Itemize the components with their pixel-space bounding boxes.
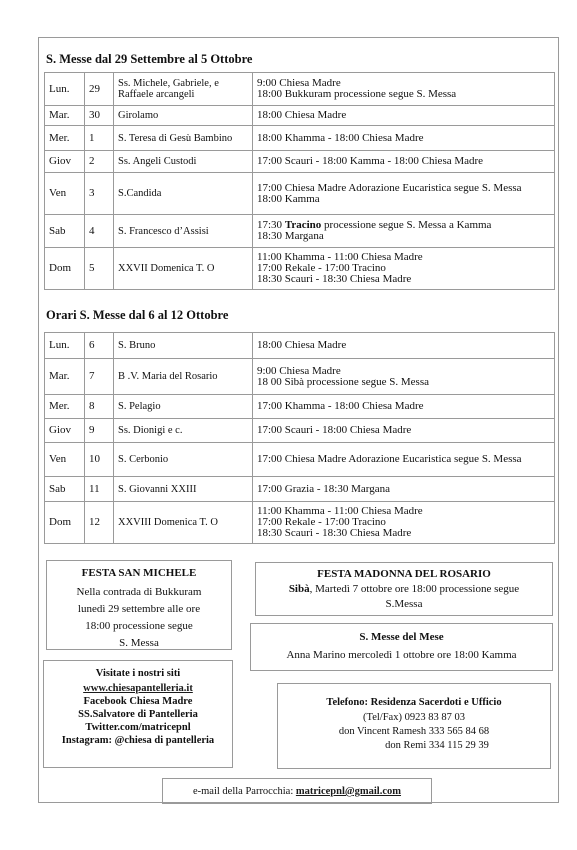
schedule-row: [45, 106, 555, 126]
telefono-line: don Vincent Ramesh 333 565 84 68: [338, 726, 490, 737]
saint-cell: S. Cerbonio: [114, 443, 253, 477]
telefono-box: [277, 683, 551, 769]
schedule-row: [45, 173, 555, 215]
saint-cell: XXVIII Domenica T. O: [114, 502, 253, 544]
saint-cell: B .V. Maria del Rosario: [114, 359, 253, 395]
day-cell: Mer.: [45, 395, 85, 419]
siti-title: Visitate i nostri siti: [95, 668, 181, 679]
telefono-title: Telefono: Residenza Sacerdoti e Ufficio: [326, 697, 502, 708]
time-line: 18:00 Kamma: [257, 192, 320, 205]
day-cell: Ven: [45, 443, 85, 477]
time-place-bold: Tracino: [284, 219, 322, 231]
date-cell: 12: [85, 502, 114, 544]
festa-line: S. Messa: [119, 637, 159, 649]
times-cell: [253, 502, 555, 544]
messe-mese-text: Anna Marino mercoledì 1 ottobre ore 18:00 Kamma: [286, 649, 517, 661]
schedule-row: [45, 151, 555, 173]
times-cell: [253, 477, 555, 502]
time-line: 17:00 Rekale - 17:00 Tracino: [257, 516, 386, 528]
saint-cell: Ss. Angeli Custodi: [114, 151, 253, 173]
saint-cell: S. Teresa di Gesù Bambino: [114, 126, 253, 151]
times-cell: [253, 106, 555, 126]
messe-mese-box: [250, 623, 553, 671]
date-cell: 3: [85, 173, 114, 215]
festa-line: 18:00 processione segue: [85, 620, 193, 632]
email-link[interactable]: matricepnl@gmail.com: [295, 786, 402, 797]
time-line: 18:30 Margana: [257, 230, 324, 242]
time-line: 18 00 Sibà processione segue S. Messa: [257, 375, 430, 388]
date-cell: 8: [85, 395, 114, 419]
festa-san-michele-title: FESTA SAN MICHELE: [81, 567, 197, 579]
date-cell: 1: [85, 126, 114, 151]
saint-cell: Ss. Dionigi e c.: [114, 419, 253, 443]
date-cell: 29: [85, 73, 114, 106]
siti-box: [43, 660, 233, 768]
day-cell: Giov: [45, 151, 85, 173]
time-line: 18:00 Chiesa Madre: [257, 339, 347, 351]
schedule-row: [45, 395, 555, 419]
saint-cell: S. Giovanni XXIII: [114, 477, 253, 502]
day-cell: Mar.: [45, 106, 85, 126]
time-text: processione segue S. Messa a Kamma: [321, 219, 492, 231]
telefono-line: don Remi 334 115 29 39: [385, 740, 489, 751]
times-cell: [253, 248, 555, 290]
day-cell: Mar.: [45, 359, 85, 395]
time-line: 17:00 Chiesa Madre Adorazione Eucaristica segue S. Messa: [257, 181, 522, 194]
schedule-row: [45, 419, 555, 443]
times-cell: [253, 333, 555, 359]
festa-rosario-box: [255, 562, 553, 616]
day-cell: Sab: [45, 477, 85, 502]
date-cell: 11: [85, 477, 114, 502]
time-line: 17:00 Scauri - 18:00 Chiesa Madre: [257, 424, 412, 436]
messe-mese-title: S. Messe del Mese: [359, 631, 444, 643]
date-cell: 10: [85, 443, 114, 477]
day-cell: Lun.: [45, 73, 85, 106]
time-text: 17:30: [257, 219, 285, 231]
siti-line: Facebook Chiesa Madre: [83, 696, 193, 707]
festa-rosario-text: , Martedì 7 ottobre ore 18:00 processione segue: [309, 583, 520, 595]
times-cell: [253, 359, 555, 395]
schedule-row: [45, 248, 555, 290]
day-cell: Ven: [45, 173, 85, 215]
schedule-table-1: [44, 72, 555, 290]
siti-line: SS.Salvatore di Pantelleria: [78, 709, 198, 720]
day-cell: Lun.: [45, 333, 85, 359]
times-cell: [253, 395, 555, 419]
schedule-row: [45, 215, 555, 248]
saint-cell: Girolamo: [114, 106, 253, 126]
date-cell: 4: [85, 215, 114, 248]
time-line: 18:00 Khamma - 18:00 Chiesa Madre: [257, 131, 424, 144]
schedule-table-2: [44, 332, 555, 544]
saint-cell: Ss. Michele, Gabriele, e Raffaele arcangeli: [114, 73, 253, 106]
times-cell: [253, 73, 555, 106]
saint-cell: S.Candida: [114, 173, 253, 215]
festa-line: Nella contrada di Bukkuram: [76, 586, 202, 598]
date-cell: 7: [85, 359, 114, 395]
time-line: 17:00 Grazia - 18:30 Margana: [257, 482, 390, 495]
time-line: 9:00 Chiesa Madre: [257, 364, 341, 377]
section1-title: S. Messe dal 29 Settembre al 5 Ottobre: [46, 52, 253, 66]
festa-san-michele-box: [46, 560, 232, 650]
time-line: 18:00 Chiesa Madre: [257, 109, 347, 121]
time-line: 18:00 Bukkuram processione segue S. Messa: [257, 88, 457, 100]
section2-title: Orari S. Messe dal 6 al 12 Ottobre: [46, 308, 229, 322]
siti-line: Twitter.com/matricepnl: [85, 722, 191, 733]
time-line: 17:00 Scauri - 18:00 Kamma - 18:00 Chiesa Madre: [257, 155, 484, 167]
day-cell: Dom: [45, 502, 85, 544]
date-cell: 2: [85, 151, 114, 173]
email-box: [162, 778, 432, 804]
schedule-row: [45, 333, 555, 359]
time-line: 9:00 Chiesa Madre: [257, 77, 341, 89]
saint-cell: XXVII Domenica T. O: [114, 248, 253, 290]
day-cell: Giov: [45, 419, 85, 443]
schedule-row: [45, 73, 555, 106]
saint-cell: S. Francesco d’Assisi: [114, 215, 253, 248]
schedule-row: [45, 443, 555, 477]
festa-rosario-place: Sibà: [288, 583, 310, 595]
festa-rosario-line2: S.Messa: [385, 598, 423, 610]
day-cell: Dom: [45, 248, 85, 290]
siti-line: Instagram: @chiesa di pantelleria: [61, 735, 215, 746]
time-line: 18:30 Scauri - 18:30 Chiesa Madre: [257, 527, 412, 539]
time-line: 11:00 Khamma - 11:00 Chiesa Madre: [257, 505, 423, 517]
festa-rosario-title: FESTA MADONNA DEL ROSARIO: [317, 568, 491, 580]
saint-cell: S. Pelagio: [114, 395, 253, 419]
schedule-row: [45, 126, 555, 151]
time-line: 17:00 Chiesa Madre Adorazione Eucaristica segue S. Messa: [257, 453, 522, 465]
saint-cell: S. Bruno: [114, 333, 253, 359]
day-cell: Mer.: [45, 126, 85, 151]
times-cell: [253, 419, 555, 443]
email-label: e-mail della Parrocchia:: [192, 786, 296, 797]
festa-line: lunedì 29 settembre alle ore: [77, 603, 201, 615]
times-cell: [253, 443, 555, 477]
times-cell: [253, 173, 555, 215]
date-cell: 30: [85, 106, 114, 126]
schedule-row: [45, 477, 555, 502]
times-cell: [253, 151, 555, 173]
schedule-row: [45, 359, 555, 395]
schedule-row: [45, 502, 555, 544]
day-cell: Sab: [45, 215, 85, 248]
date-cell: 6: [85, 333, 114, 359]
telefono-line: (Tel/Fax) 0923 83 87 03: [363, 712, 465, 723]
time-line: 17:00 Rekale - 17:00 Tracino: [257, 262, 386, 274]
date-cell: 9: [85, 419, 114, 443]
website-link[interactable]: www.chiesapantelleria.it: [83, 683, 193, 694]
times-cell: [253, 215, 555, 248]
time-line: 17:00 Khamma - 18:00 Chiesa Madre: [257, 400, 424, 412]
time-line: 11:00 Khamma - 11:00 Chiesa Madre: [257, 251, 423, 263]
time-line: 18:30 Scauri - 18:30 Chiesa Madre: [257, 273, 412, 285]
times-cell: [253, 126, 555, 151]
date-cell: 5: [85, 248, 114, 290]
